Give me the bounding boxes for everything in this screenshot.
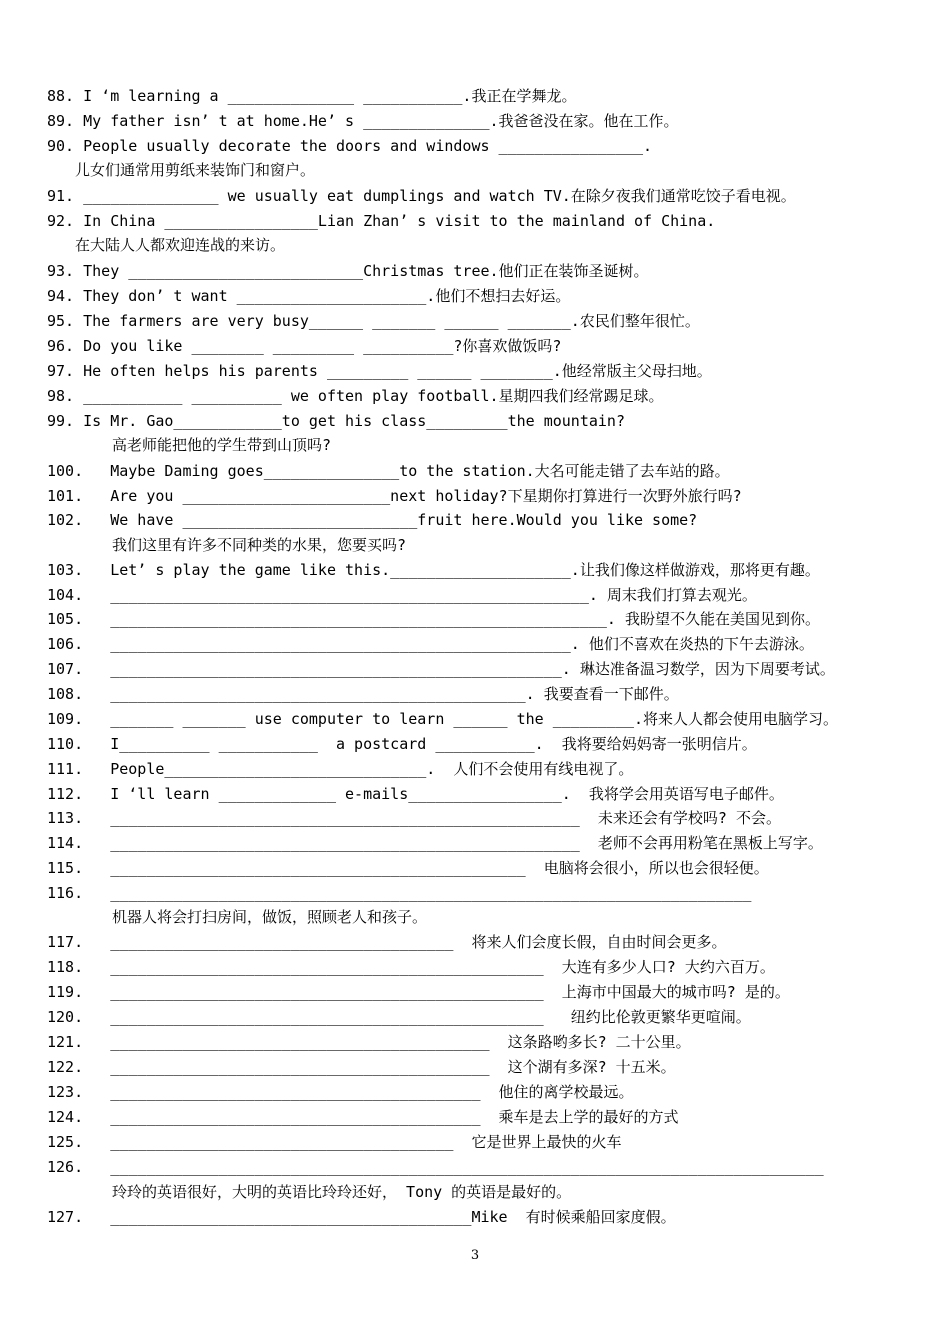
exercise-90-translation: 儿女们通常用剪纸来装饰门和窗户。 (75, 161, 316, 179)
exercise-112: 112. I ‘ll learn _____________ e-mails_________________. 我将学会用英语写电子邮件。 (47, 785, 784, 803)
exercise-105: 105. _______________________________________________________. 我盼望不久能在美国见到你。 (47, 610, 820, 628)
exercise-88: 88. I ‘m learning a ______________ ___________.我正在学舞龙。 (47, 87, 577, 105)
exercise-120: 120. ________________________________________________ 纽约比伦敦更繁华更喧闹。 (47, 1008, 751, 1026)
exercise-124: 124. _________________________________________ 乘车是去上学的最好的方式 (47, 1108, 679, 1126)
exercise-109: 109. _______ _______ use computer to learn ______ the _________.将来人人都会使用电脑学习。 (47, 710, 839, 728)
exercise-126: 126. _______________________________________________________________________________ (47, 1158, 824, 1176)
exercise-94: 94. They don’ t want _____________________.他们不想扫去好运。 (47, 287, 571, 305)
exercise-113: 113. ____________________________________________________ 未来还会有学校吗? 不会。 (47, 809, 781, 827)
exercise-126-translation: 玲玲的英语很好，大明的英语比玲玲还好， Tony 的英语是最好的。 (112, 1183, 572, 1201)
exercise-122: 122. __________________________________________ 这个湖有多深? 十五米。 (47, 1058, 676, 1076)
exercise-125: 125. ______________________________________ 它是世界上最快的火车 (47, 1133, 622, 1151)
exercise-96: 96. Do you like ________ _________ __________?你喜欢做饭吗? (47, 337, 562, 355)
exercise-108: 108. ______________________________________________. 我要查看一下邮件。 (47, 685, 679, 703)
exercise-114: 114. ____________________________________________________ 老师不会再用粉笔在黑板上写字。 (47, 834, 823, 852)
exercise-116: 116. _______________________________________________________________________ (47, 884, 752, 902)
exercise-102: 102. We have __________________________fruit here.Would you like some? (47, 511, 698, 529)
exercise-93: 93. They __________________________Christmas tree.他们正在装饰圣诞树。 (47, 262, 649, 280)
exercise-97: 97. He often helps his parents _________ ______ ________.他经常版主父母扫地。 (47, 362, 712, 380)
exercise-118: 118. ________________________________________________ 大连有多少人口? 大约六百万。 (47, 958, 775, 976)
exercise-116-translation: 机器人将会打扫房间，做饭，照顾老人和孩子。 (112, 908, 428, 926)
exercise-103: 103. Let’ s play the game like this.____________________.让我们像这样做游戏，那将更有趣。 (47, 561, 820, 579)
exercise-95: 95. The farmers are very busy______ _______ ______ _______.农民们整年很忙。 (47, 312, 700, 330)
exercise-119: 119. ________________________________________________ 上海市中国最大的城市吗? 是的。 (47, 983, 790, 1001)
exercise-106: 106. ___________________________________________________. 他们不喜欢在炎热的下午去游泳。 (47, 635, 814, 653)
exercise-102-translation: 我们这里有许多不同种类的水果，您要买吗? (112, 536, 407, 554)
page-number: 3 (470, 1248, 480, 1263)
exercise-90: 90. People usually decorate the doors and windows ________________. (47, 137, 653, 155)
exercise-98: 98. ___________ __________ we often play football.星期四我们经常踢足球。 (47, 387, 664, 405)
exercise-99-translation: 高老师能把他的学生带到山顶吗? (112, 436, 332, 454)
exercise-110: 110. I__________ ___________ a postcard ___________. 我将要给妈妈寄一张明信片。 (47, 735, 757, 753)
exercise-92-translation: 在大陆人人都欢迎连战的来访。 (75, 236, 286, 254)
exercise-117: 117. ______________________________________ 将来人们会度长假，自由时间会更多。 (47, 933, 727, 951)
exercise-100: 100. Maybe Daming goes_______________to the station.大名可能走错了去车站的路。 (47, 462, 730, 480)
exercise-91: 91. _______________ we usually eat dumplings and watch TV.在除夕夜我们通常吃饺子看电视。 (47, 187, 796, 205)
exercise-101: 101. Are you _______________________next holiday?下星期你打算进行一次野外旅行吗? (47, 487, 742, 505)
exercise-121: 121. __________________________________________ 这条路哟多长? 二十公里。 (47, 1033, 691, 1051)
exercise-99: 99. Is Mr. Gao____________to get his class_________the mountain? (47, 412, 625, 430)
exercise-89: 89. My father isn’ t at home.He’ s ______________.我爸爸没在家。他在工作。 (47, 112, 679, 130)
exercise-127: 127. ________________________________________Mike 有时候乘船回家度假。 (47, 1208, 676, 1226)
exercise-123: 123. _________________________________________ 他住的离学校最远。 (47, 1083, 634, 1101)
exercise-92: 92. In China _________________Lian Zhan’ s visit to the mainland of China. (47, 212, 716, 230)
exercise-111: 111. People_____________________________. 人们不会使用有线电视了。 (47, 760, 634, 778)
exercise-104: 104. _____________________________________________________. 周末我们打算去观光。 (47, 586, 757, 604)
exercise-107: 107. __________________________________________________. 琳达准备温习数学，因为下周要考试。 (47, 660, 835, 678)
exercise-115: 115. ______________________________________________ 电脑将会很小，所以也会很轻便。 (47, 859, 769, 877)
